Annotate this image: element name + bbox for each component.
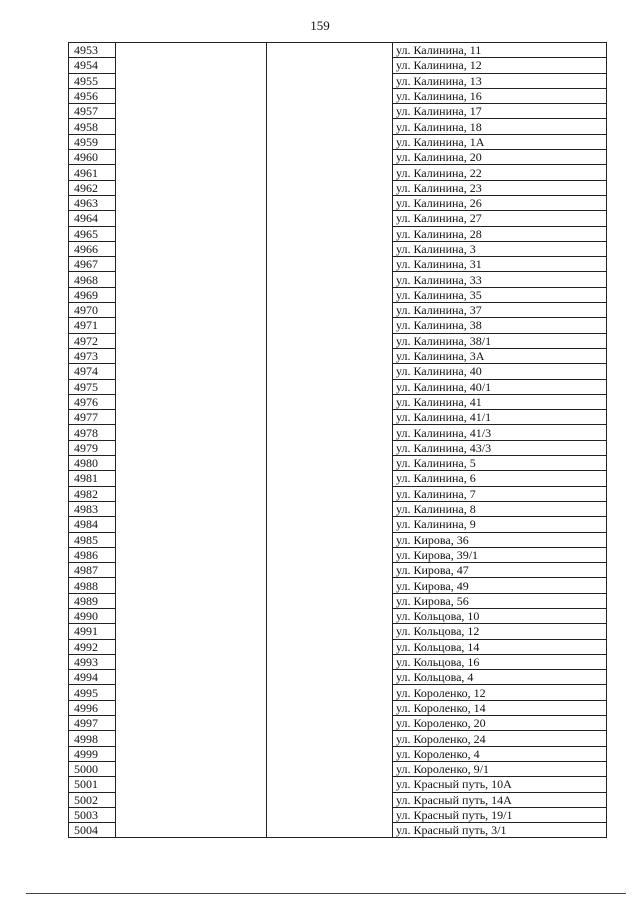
empty-cell bbox=[267, 700, 393, 715]
row-number-cell: 4953 bbox=[69, 43, 116, 58]
table-row bbox=[69, 517, 607, 532]
empty-cell bbox=[267, 241, 393, 256]
empty-cell bbox=[116, 211, 267, 226]
row-number-cell: 4998 bbox=[69, 731, 116, 746]
empty-cell bbox=[267, 593, 393, 608]
address-cell: ул. Калинина, 18 bbox=[393, 119, 607, 134]
row-number-cell: 4973 bbox=[69, 348, 116, 363]
address-cell: ул. Короленко, 20 bbox=[393, 716, 607, 731]
address-cell: ул. Калинина, 41/1 bbox=[393, 410, 607, 425]
empty-cell bbox=[267, 639, 393, 654]
empty-cell bbox=[267, 119, 393, 134]
empty-cell bbox=[116, 685, 267, 700]
row-number-cell: 4967 bbox=[69, 257, 116, 272]
row-number-cell: 4976 bbox=[69, 394, 116, 409]
empty-cell bbox=[116, 134, 267, 149]
empty-cell bbox=[267, 456, 393, 471]
row-number-cell: 4962 bbox=[69, 180, 116, 195]
address-cell: ул. Калинина, 37 bbox=[393, 303, 607, 318]
table-row bbox=[69, 593, 607, 608]
address-cell: ул. Калинина, 7 bbox=[393, 486, 607, 501]
empty-cell bbox=[267, 257, 393, 272]
table-row bbox=[69, 104, 607, 119]
address-cell: ул. Калинина, 43/3 bbox=[393, 440, 607, 455]
empty-cell bbox=[116, 456, 267, 471]
empty-cell bbox=[267, 670, 393, 685]
address-cell: ул. Калинина, 23 bbox=[393, 180, 607, 195]
empty-cell bbox=[267, 731, 393, 746]
empty-cell bbox=[116, 119, 267, 134]
row-number-cell: 4997 bbox=[69, 716, 116, 731]
table-row bbox=[69, 134, 607, 149]
row-number-cell: 5002 bbox=[69, 792, 116, 807]
row-number-cell: 4954 bbox=[69, 58, 116, 73]
table-row bbox=[69, 761, 607, 776]
table-row bbox=[69, 440, 607, 455]
address-cell: ул. Кирова, 47 bbox=[393, 563, 607, 578]
address-cell: ул. Кирова, 36 bbox=[393, 532, 607, 547]
empty-cell bbox=[267, 486, 393, 501]
empty-cell bbox=[116, 410, 267, 425]
table-row bbox=[69, 303, 607, 318]
table-row bbox=[69, 639, 607, 654]
row-number-cell: 4972 bbox=[69, 333, 116, 348]
empty-cell bbox=[267, 807, 393, 822]
address-cell: ул. Калинина, 12 bbox=[393, 58, 607, 73]
empty-cell bbox=[116, 272, 267, 287]
empty-cell bbox=[116, 624, 267, 639]
empty-cell bbox=[116, 578, 267, 593]
empty-cell bbox=[116, 58, 267, 73]
empty-cell bbox=[267, 287, 393, 302]
address-cell: ул. Калинина, 5 bbox=[393, 456, 607, 471]
empty-cell bbox=[267, 823, 393, 838]
empty-cell bbox=[116, 73, 267, 88]
row-number-cell: 4980 bbox=[69, 456, 116, 471]
empty-cell bbox=[116, 165, 267, 180]
row-number-cell: 4985 bbox=[69, 532, 116, 547]
row-number-cell: 4991 bbox=[69, 624, 116, 639]
table-row bbox=[69, 88, 607, 103]
address-cell: ул. Кольцова, 12 bbox=[393, 624, 607, 639]
address-cell: ул. Кольцова, 16 bbox=[393, 654, 607, 669]
empty-cell bbox=[267, 777, 393, 792]
table-row bbox=[69, 471, 607, 486]
address-cell: ул. Красный путь, 10А bbox=[393, 777, 607, 792]
table-row bbox=[69, 379, 607, 394]
empty-cell bbox=[267, 73, 393, 88]
empty-cell bbox=[267, 134, 393, 149]
table-row bbox=[69, 195, 607, 210]
address-cell: ул. Калинина, 31 bbox=[393, 257, 607, 272]
page-number: 159 bbox=[310, 18, 330, 33]
address-cell: ул. Короленко, 14 bbox=[393, 700, 607, 715]
row-number-cell: 4958 bbox=[69, 119, 116, 134]
table-row bbox=[69, 746, 607, 761]
table-row bbox=[69, 532, 607, 547]
table-row bbox=[69, 180, 607, 195]
table-row bbox=[69, 624, 607, 639]
table-row bbox=[69, 700, 607, 715]
address-cell: ул. Калинина, 33 bbox=[393, 272, 607, 287]
row-number-cell: 4986 bbox=[69, 547, 116, 562]
empty-cell bbox=[267, 471, 393, 486]
row-number-cell: 4984 bbox=[69, 517, 116, 532]
table-row bbox=[69, 486, 607, 501]
empty-cell bbox=[267, 272, 393, 287]
empty-cell bbox=[267, 654, 393, 669]
table-row bbox=[69, 364, 607, 379]
row-number-cell: 4989 bbox=[69, 593, 116, 608]
empty-cell bbox=[116, 43, 267, 58]
empty-cell bbox=[267, 624, 393, 639]
table-row bbox=[69, 150, 607, 165]
address-cell: ул. Калинина, 9 bbox=[393, 517, 607, 532]
empty-cell bbox=[116, 318, 267, 333]
row-number-cell: 4961 bbox=[69, 165, 116, 180]
address-cell: ул. Калинина, 26 bbox=[393, 195, 607, 210]
address-cell: ул. Калинина, 40 bbox=[393, 364, 607, 379]
empty-cell bbox=[267, 501, 393, 516]
table-row bbox=[69, 272, 607, 287]
empty-cell bbox=[267, 333, 393, 348]
empty-cell bbox=[267, 318, 393, 333]
address-cell: ул. Калинина, 20 bbox=[393, 150, 607, 165]
address-table bbox=[68, 42, 607, 838]
row-number-cell: 4992 bbox=[69, 639, 116, 654]
row-number-cell: 4977 bbox=[69, 410, 116, 425]
address-cell: ул. Красный путь, 14А bbox=[393, 792, 607, 807]
row-number-cell: 4974 bbox=[69, 364, 116, 379]
empty-cell bbox=[267, 716, 393, 731]
row-number-cell: 4966 bbox=[69, 241, 116, 256]
empty-cell bbox=[267, 88, 393, 103]
table-row bbox=[69, 257, 607, 272]
empty-cell bbox=[267, 104, 393, 119]
table-row bbox=[69, 241, 607, 256]
address-cell: ул. Калинина, 41/3 bbox=[393, 425, 607, 440]
empty-cell bbox=[267, 226, 393, 241]
row-number-cell: 5003 bbox=[69, 807, 116, 822]
empty-cell bbox=[116, 226, 267, 241]
empty-cell bbox=[267, 761, 393, 776]
empty-cell bbox=[116, 792, 267, 807]
table-row bbox=[69, 425, 607, 440]
row-number-cell: 4970 bbox=[69, 303, 116, 318]
empty-cell bbox=[267, 578, 393, 593]
table-row bbox=[69, 578, 607, 593]
table-row bbox=[69, 43, 607, 58]
address-cell: ул. Калинина, 28 bbox=[393, 226, 607, 241]
empty-cell bbox=[267, 180, 393, 195]
table-row bbox=[69, 547, 607, 562]
row-number-cell: 4975 bbox=[69, 379, 116, 394]
empty-cell bbox=[267, 517, 393, 532]
empty-cell bbox=[267, 425, 393, 440]
address-cell: ул. Кирова, 56 bbox=[393, 593, 607, 608]
empty-cell bbox=[267, 685, 393, 700]
address-cell: ул. Калинина, 13 bbox=[393, 73, 607, 88]
table-row bbox=[69, 348, 607, 363]
address-cell: ул. Калинина, 41 bbox=[393, 394, 607, 409]
address-cell: ул. Калинина, 11 bbox=[393, 43, 607, 58]
row-number-cell: 5000 bbox=[69, 761, 116, 776]
row-number-cell: 4968 bbox=[69, 272, 116, 287]
empty-cell bbox=[116, 700, 267, 715]
row-number-cell: 4957 bbox=[69, 104, 116, 119]
empty-cell bbox=[116, 731, 267, 746]
address-table-body bbox=[69, 43, 607, 838]
empty-cell bbox=[116, 746, 267, 761]
empty-cell bbox=[267, 532, 393, 547]
empty-cell bbox=[267, 58, 393, 73]
address-cell: ул. Короленко, 4 bbox=[393, 746, 607, 761]
table-row bbox=[69, 318, 607, 333]
row-number-cell: 4959 bbox=[69, 134, 116, 149]
empty-cell bbox=[267, 746, 393, 761]
address-cell: ул. Кольцова, 4 bbox=[393, 670, 607, 685]
table-row bbox=[69, 792, 607, 807]
row-number-cell: 4995 bbox=[69, 685, 116, 700]
empty-cell bbox=[116, 379, 267, 394]
row-number-cell: 4979 bbox=[69, 440, 116, 455]
empty-cell bbox=[116, 486, 267, 501]
row-number-cell: 4990 bbox=[69, 608, 116, 623]
empty-cell bbox=[116, 257, 267, 272]
address-cell: ул. Калинина, 38/1 bbox=[393, 333, 607, 348]
address-cell: ул. Калинина, 17 bbox=[393, 104, 607, 119]
row-number-cell: 4978 bbox=[69, 425, 116, 440]
empty-cell bbox=[116, 761, 267, 776]
table-row bbox=[69, 685, 607, 700]
address-cell: ул. Кольцова, 14 bbox=[393, 639, 607, 654]
address-cell: ул. Калинина, 27 bbox=[393, 211, 607, 226]
empty-cell bbox=[267, 440, 393, 455]
address-cell: ул. Кольцова, 10 bbox=[393, 608, 607, 623]
table-row bbox=[69, 165, 607, 180]
row-number-cell: 4969 bbox=[69, 287, 116, 302]
row-number-cell: 4999 bbox=[69, 746, 116, 761]
empty-cell bbox=[116, 394, 267, 409]
table-row bbox=[69, 394, 607, 409]
empty-cell bbox=[116, 150, 267, 165]
address-cell: ул. Короленко, 12 bbox=[393, 685, 607, 700]
empty-cell bbox=[116, 532, 267, 547]
empty-cell bbox=[267, 410, 393, 425]
empty-cell bbox=[116, 654, 267, 669]
row-number-cell: 4956 bbox=[69, 88, 116, 103]
empty-cell bbox=[267, 348, 393, 363]
empty-cell bbox=[267, 43, 393, 58]
address-cell: ул. Калинина, 35 bbox=[393, 287, 607, 302]
empty-cell bbox=[116, 716, 267, 731]
empty-cell bbox=[116, 303, 267, 318]
empty-cell bbox=[267, 547, 393, 562]
row-number-cell: 4994 bbox=[69, 670, 116, 685]
table-row bbox=[69, 501, 607, 516]
empty-cell bbox=[116, 670, 267, 685]
address-cell: ул. Калинина, 16 bbox=[393, 88, 607, 103]
address-cell: ул. Калинина, 1А bbox=[393, 134, 607, 149]
empty-cell bbox=[116, 195, 267, 210]
address-cell: ул. Калинина, 40/1 bbox=[393, 379, 607, 394]
empty-cell bbox=[116, 807, 267, 822]
empty-cell bbox=[116, 364, 267, 379]
row-number-cell: 4955 bbox=[69, 73, 116, 88]
empty-cell bbox=[116, 471, 267, 486]
row-number-cell: 4965 bbox=[69, 226, 116, 241]
empty-cell bbox=[116, 547, 267, 562]
table-row bbox=[69, 119, 607, 134]
empty-cell bbox=[267, 379, 393, 394]
table-row bbox=[69, 287, 607, 302]
table-row bbox=[69, 73, 607, 88]
empty-cell bbox=[116, 180, 267, 195]
address-cell: ул. Кирова, 49 bbox=[393, 578, 607, 593]
table-row bbox=[69, 608, 607, 623]
address-cell: ул. Калинина, 6 bbox=[393, 471, 607, 486]
bottom-rule bbox=[26, 893, 626, 894]
row-number-cell: 5004 bbox=[69, 823, 116, 838]
empty-cell bbox=[116, 517, 267, 532]
address-cell: ул. Короленко, 24 bbox=[393, 731, 607, 746]
row-number-cell: 4960 bbox=[69, 150, 116, 165]
empty-cell bbox=[267, 150, 393, 165]
row-number-cell: 4981 bbox=[69, 471, 116, 486]
row-number-cell: 4982 bbox=[69, 486, 116, 501]
empty-cell bbox=[267, 364, 393, 379]
empty-cell bbox=[267, 211, 393, 226]
table-row bbox=[69, 563, 607, 578]
row-number-cell: 4988 bbox=[69, 578, 116, 593]
row-number-cell: 4963 bbox=[69, 195, 116, 210]
row-number-cell: 4993 bbox=[69, 654, 116, 669]
table-row bbox=[69, 670, 607, 685]
table-row bbox=[69, 731, 607, 746]
address-cell: ул. Короленко, 9/1 bbox=[393, 761, 607, 776]
address-cell: ул. Кирова, 39/1 bbox=[393, 547, 607, 562]
empty-cell bbox=[116, 501, 267, 516]
empty-cell bbox=[116, 241, 267, 256]
empty-cell bbox=[116, 608, 267, 623]
table-row bbox=[69, 333, 607, 348]
empty-cell bbox=[116, 777, 267, 792]
empty-cell bbox=[116, 333, 267, 348]
row-number-cell: 4987 bbox=[69, 563, 116, 578]
empty-cell bbox=[116, 823, 267, 838]
empty-cell bbox=[267, 165, 393, 180]
empty-cell bbox=[267, 563, 393, 578]
row-number-cell: 4964 bbox=[69, 211, 116, 226]
table-row bbox=[69, 456, 607, 471]
empty-cell bbox=[267, 195, 393, 210]
address-cell: ул. Красный путь, 3/1 bbox=[393, 823, 607, 838]
empty-cell bbox=[116, 88, 267, 103]
table-row bbox=[69, 823, 607, 838]
row-number-cell: 4996 bbox=[69, 700, 116, 715]
table-row bbox=[69, 211, 607, 226]
address-cell: ул. Красный путь, 19/1 bbox=[393, 807, 607, 822]
empty-cell bbox=[116, 563, 267, 578]
empty-cell bbox=[267, 303, 393, 318]
empty-cell bbox=[267, 608, 393, 623]
table-row bbox=[69, 777, 607, 792]
address-cell: ул. Калинина, 3 bbox=[393, 241, 607, 256]
empty-cell bbox=[116, 593, 267, 608]
table-row bbox=[69, 807, 607, 822]
row-number-cell: 4983 bbox=[69, 501, 116, 516]
table-row bbox=[69, 654, 607, 669]
table-row bbox=[69, 58, 607, 73]
row-number-cell: 5001 bbox=[69, 777, 116, 792]
table-row bbox=[69, 226, 607, 241]
table-row bbox=[69, 410, 607, 425]
empty-cell bbox=[267, 792, 393, 807]
empty-cell bbox=[116, 639, 267, 654]
empty-cell bbox=[116, 348, 267, 363]
empty-cell bbox=[116, 425, 267, 440]
empty-cell bbox=[267, 394, 393, 409]
empty-cell bbox=[116, 104, 267, 119]
address-cell: ул. Калинина, 8 bbox=[393, 501, 607, 516]
table-row bbox=[69, 716, 607, 731]
address-cell: ул. Калинина, 3А bbox=[393, 348, 607, 363]
address-cell: ул. Калинина, 22 bbox=[393, 165, 607, 180]
address-cell: ул. Калинина, 38 bbox=[393, 318, 607, 333]
empty-cell bbox=[116, 287, 267, 302]
row-number-cell: 4971 bbox=[69, 318, 116, 333]
empty-cell bbox=[116, 440, 267, 455]
